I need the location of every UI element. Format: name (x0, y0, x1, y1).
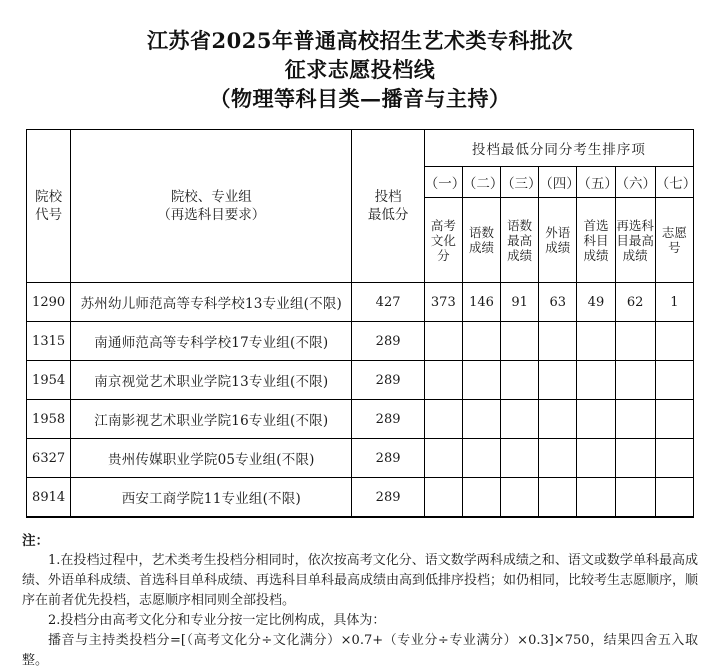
table-row (27, 322, 694, 361)
header-school-code-line1: 院校 (35, 189, 63, 205)
header-min-score-line1: 投档 (374, 189, 402, 205)
header-school-major (71, 130, 352, 283)
cell-min-score: 289 (352, 439, 424, 478)
cell-tiebreak-3 (501, 439, 539, 478)
cell-min-score: 289 (352, 361, 424, 400)
cell-tiebreak-2 (462, 400, 500, 439)
cell-tiebreak-3 (501, 322, 539, 361)
cell-tiebreak-1: 373 (424, 283, 462, 322)
header-rank-label-7-text: 志愿号 (661, 225, 687, 255)
table-row (27, 439, 694, 478)
cell-tiebreak-7 (655, 361, 693, 400)
header-min-score-line2: 最低分 (367, 207, 409, 223)
cell-min-score: 427 (352, 283, 424, 322)
table-body (27, 283, 694, 518)
cell-tiebreak-7: 1 (655, 283, 693, 322)
cell-tiebreak-4: 63 (539, 283, 577, 322)
cell-tiebreak-1 (424, 322, 462, 361)
cell-school-code: 1954 (27, 361, 71, 400)
cell-tiebreak-6 (615, 478, 655, 518)
table-row (27, 478, 694, 518)
cell-tiebreak-2 (462, 361, 500, 400)
cell-tiebreak-4 (539, 478, 577, 518)
cell-school-code: 1958 (27, 400, 71, 439)
cell-tiebreak-7 (655, 322, 693, 361)
header-rank-label-4 (539, 198, 577, 283)
header-rank-1: （一） (424, 167, 462, 198)
cell-school-code: 1315 (27, 322, 71, 361)
cell-tiebreak-4 (539, 439, 577, 478)
table-row (27, 361, 694, 400)
cell-tiebreak-3: 91 (501, 283, 539, 322)
header-rank-3: （三） (501, 167, 539, 198)
cell-tiebreak-2 (462, 322, 500, 361)
header-rank-label-2 (462, 198, 500, 283)
header-rank-label-3-text: 语数最高成绩 (507, 217, 533, 263)
cell-tiebreak-7 (655, 439, 693, 478)
cell-tiebreak-1 (424, 400, 462, 439)
score-table-container (26, 129, 697, 518)
title-line-1: 江苏省2025年普通高校招生艺术类专科批次 (147, 28, 573, 53)
header-rank-label-1 (424, 198, 462, 283)
header-school-code (27, 130, 71, 283)
cell-school-major: 西安工商学院11专业组(不限) (71, 478, 352, 518)
cell-tiebreak-5: 49 (577, 283, 615, 322)
cell-school-code: 8914 (27, 478, 71, 518)
cell-school-code: 1290 (27, 283, 71, 322)
notes-heading: 注： (22, 533, 49, 549)
header-rank-label-7 (655, 198, 693, 283)
cell-tiebreak-6 (615, 322, 655, 361)
cell-school-major: 江南影视艺术职业学院16专业组(不限) (71, 400, 352, 439)
cell-tiebreak-2 (462, 439, 500, 478)
table-row (27, 283, 694, 322)
header-school-code-line2: 代号 (35, 207, 63, 223)
cell-tiebreak-3 (501, 400, 539, 439)
header-rank-label-2-text: 语数成绩 (468, 225, 494, 255)
header-school-major-line1: 院校、专业组 (170, 189, 252, 205)
cell-tiebreak-4 (539, 361, 577, 400)
cell-tiebreak-5 (577, 361, 615, 400)
header-min-score (352, 130, 424, 283)
cell-school-code: 6327 (27, 439, 71, 478)
title-line-2: 征求志愿投档线 (284, 57, 436, 82)
page-title (0, 0, 720, 113)
cell-min-score: 289 (352, 478, 424, 518)
cell-school-major: 南京视觉艺术职业学院13专业组(不限) (71, 361, 352, 400)
admission-score-table (26, 129, 697, 518)
header-rank-label-4-text: 外语成绩 (545, 225, 571, 255)
cell-tiebreak-5 (577, 400, 615, 439)
header-rank-label-5-text: 首选科目成绩 (583, 217, 609, 263)
cell-tiebreak-6 (615, 400, 655, 439)
note-item-2-line2: 播音与主持类投档分=[（高考文化分÷文化满分）×0.7+（专业分÷专业满分）×0.3]×750，结果四舍五入取整。 (22, 633, 698, 668)
cell-school-major: 南通师范高等专科学校17专业组(不限) (71, 322, 352, 361)
cell-min-score: 289 (352, 400, 424, 439)
cell-school-major: 贵州传媒职业学院05专业组(不限) (71, 439, 352, 478)
cell-tiebreak-6: 62 (615, 283, 655, 322)
cell-tiebreak-7 (655, 478, 693, 518)
table-row (27, 400, 694, 439)
header-school-major-line2: （再选科目要求） (157, 207, 266, 223)
header-rank-label-3 (501, 198, 539, 283)
cell-tiebreak-6 (615, 361, 655, 400)
cell-tiebreak-5 (577, 439, 615, 478)
title-line-3: （物理等科目类—播音与主持） (209, 86, 511, 111)
cell-tiebreak-1 (424, 478, 462, 518)
header-rank-label-5 (577, 198, 615, 283)
cell-tiebreak-4 (539, 322, 577, 361)
cell-tiebreak-1 (424, 439, 462, 478)
notes-section (22, 532, 698, 671)
cell-tiebreak-2: 146 (462, 283, 500, 322)
header-rank-2: （二） (462, 167, 500, 198)
cell-tiebreak-3 (501, 361, 539, 400)
cell-school-major: 苏州幼儿师范高等专科学校13专业组(不限) (71, 283, 352, 322)
header-rank-label-1-text: 高考文化分 (430, 217, 456, 263)
cell-tiebreak-7 (655, 400, 693, 439)
cell-tiebreak-5 (577, 478, 615, 518)
cell-tiebreak-4 (539, 400, 577, 439)
header-rank-7: （七） (655, 167, 693, 198)
cell-tiebreak-1 (424, 361, 462, 400)
header-rank-4: （四） (539, 167, 577, 198)
header-rank-label-6-text: 再选科目最高成绩 (616, 217, 654, 263)
header-rank-6: （六） (615, 167, 655, 198)
header-rank-5: （五） (577, 167, 615, 198)
cell-tiebreak-6 (615, 439, 655, 478)
cell-tiebreak-2 (462, 478, 500, 518)
cell-tiebreak-5 (577, 322, 615, 361)
header-rank-label-6 (615, 198, 655, 283)
note-item-2-line1: 2.投档分由高考文化分和专业分按一定比例构成，具体为： (48, 613, 386, 628)
cell-min-score: 289 (352, 322, 424, 361)
header-row-group (27, 130, 694, 167)
cell-tiebreak-3 (501, 478, 539, 518)
note-item-1: 1.在投档过程中，艺术类考生投档分相同时，依次按高考文化分、语文数学两科成绩之和、语文或数学单科最高成绩、外语单科成绩、首选科目单科成绩、再选科目单科最高成绩由高到低排序投档；如仍相同，比较考生志愿顺序，顺序在前者优先投档，志愿顺序相同则全部投档。 (22, 553, 699, 608)
table-header (27, 130, 697, 283)
header-tiebreak-group: 投档最低分同分考生排序项 (424, 130, 693, 167)
